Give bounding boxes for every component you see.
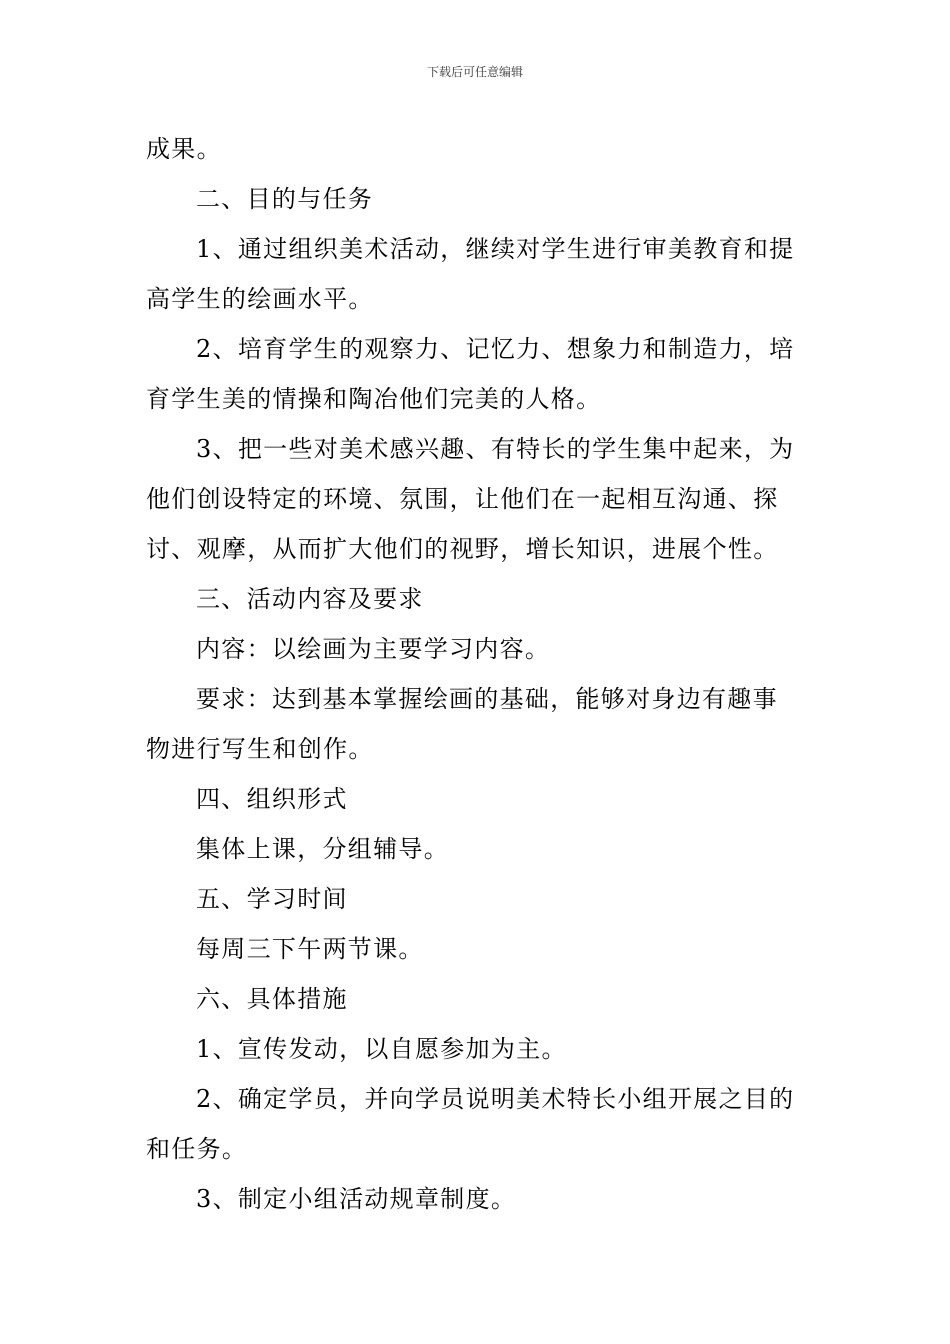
document-body [146, 124, 810, 1224]
section-heading-goals: 二、目的与任务 [196, 185, 374, 213]
paragraph-line-7: 3、把一些对美术感兴趣、有特长的学生集中起来，为 [196, 435, 795, 463]
section-heading-format: 四、组织形式 [196, 785, 348, 813]
paragraph-line-3: 1、通过组织美术活动，继续对学生进行审美教育和提 [196, 235, 795, 263]
paragraph-line-20: 2、确定学员，并向学员说明美术特长小组开展之目的 [196, 1085, 795, 1113]
paragraph-line-15: 集体上课，分组辅导。 [196, 835, 449, 863]
paragraph-line-11: 内容：以绘画为主要学习内容。 [196, 635, 551, 663]
paragraph-line-6: 育学生美的情操和陶冶他们完美的人格。 [146, 385, 602, 413]
paragraph-line-1: 成果。 [146, 135, 222, 163]
paragraph-line-5: 2、培育学生的观察力、记忆力、想象力和制造力，培 [196, 335, 795, 363]
paragraph-line-17: 每周三下午两节课。 [196, 935, 424, 963]
paragraph-line-12: 要求：达到基本掌握绘画的基础，能够对身边有趣事 [196, 685, 778, 713]
section-heading-measures: 六、具体措施 [196, 985, 348, 1013]
paragraph-line-4: 高学生的绘画水平。 [146, 285, 374, 313]
paragraph-line-22: 3、制定小组活动规章制度。 [196, 1185, 517, 1213]
paragraph-line-19: 1、宣传发动，以自愿参加为主。 [196, 1035, 567, 1063]
paragraph-line-21: 和任务。 [146, 1135, 248, 1163]
section-heading-content: 三、活动内容及要求 [196, 585, 424, 613]
paragraph-line-9: 讨、观摩，从而扩大他们的视野，增长知识，进展个性。 [146, 535, 779, 563]
paragraph-line-8: 他们创设特定的环境、氛围，让他们在一起相互沟通、探 [146, 485, 779, 513]
paragraph-line-13: 物进行写生和创作。 [146, 735, 374, 763]
section-heading-time: 五、学习时间 [196, 885, 348, 913]
page-header: 下载后可任意编辑 [426, 65, 523, 79]
